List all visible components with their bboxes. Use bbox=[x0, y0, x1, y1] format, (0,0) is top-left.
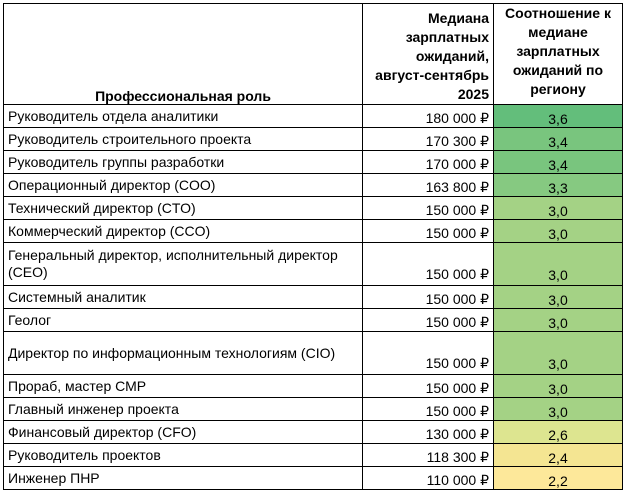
table-row bbox=[4, 467, 623, 490]
ratio-cell: 3,6 bbox=[494, 105, 623, 128]
role-cell: Директор по информационным технологиям (CIO) bbox=[4, 332, 363, 375]
ratio-cell: 3,0 bbox=[494, 197, 623, 220]
median-cell: 150 000 ₽ bbox=[363, 375, 494, 398]
table-row bbox=[4, 309, 623, 332]
median-cell: 150 000 ₽ bbox=[363, 398, 494, 421]
ratio-cell: 3,0 bbox=[494, 243, 623, 286]
table-row bbox=[4, 286, 623, 309]
header-median: Медиана зарплатных ожиданий, август-сентябрь 2025 bbox=[363, 4, 494, 105]
ratio-cell: 3,0 bbox=[494, 332, 623, 375]
ratio-cell: 2,6 bbox=[494, 421, 623, 444]
table-row bbox=[4, 375, 623, 398]
role-cell: Операционный директор (COO) bbox=[4, 174, 363, 197]
role-cell: Системный аналитик bbox=[4, 286, 363, 309]
ratio-cell: 3,3 bbox=[494, 174, 623, 197]
table-row bbox=[4, 398, 623, 421]
median-cell: 118 300 ₽ bbox=[363, 444, 494, 467]
role-cell: Руководитель проектов bbox=[4, 444, 363, 467]
median-cell: 150 000 ₽ bbox=[363, 197, 494, 220]
table-row bbox=[4, 421, 623, 444]
table-row bbox=[4, 444, 623, 467]
salary-table bbox=[3, 3, 623, 490]
ratio-cell: 3,0 bbox=[494, 220, 623, 243]
role-cell: Технический директор (CTO) bbox=[4, 197, 363, 220]
median-cell: 150 000 ₽ bbox=[363, 332, 494, 375]
table-row bbox=[4, 197, 623, 220]
table-row bbox=[4, 174, 623, 197]
ratio-cell: 2,4 bbox=[494, 444, 623, 467]
header-row bbox=[4, 4, 623, 105]
median-cell: 170 300 ₽ bbox=[363, 128, 494, 151]
median-cell: 150 000 ₽ bbox=[363, 309, 494, 332]
ratio-cell: 3,4 bbox=[494, 151, 623, 174]
median-cell: 150 000 ₽ bbox=[363, 220, 494, 243]
header-ratio: Соотношение к медиане зарплатных ожиданий по региону bbox=[494, 4, 623, 105]
role-cell: Коммерческий директор (CCO) bbox=[4, 220, 363, 243]
median-cell: 170 000 ₽ bbox=[363, 151, 494, 174]
role-cell: Геолог bbox=[4, 309, 363, 332]
median-cell: 180 000 ₽ bbox=[363, 105, 494, 128]
ratio-cell: 3,0 bbox=[494, 398, 623, 421]
table-row bbox=[4, 220, 623, 243]
median-cell: 150 000 ₽ bbox=[363, 286, 494, 309]
ratio-cell: 3,0 bbox=[494, 375, 623, 398]
role-cell: Руководитель строительного проекта bbox=[4, 128, 363, 151]
ratio-cell: 2,2 bbox=[494, 467, 623, 490]
role-cell: Финансовый директор (CFO) bbox=[4, 421, 363, 444]
median-cell: 130 000 ₽ bbox=[363, 421, 494, 444]
table-row bbox=[4, 332, 623, 375]
table-row bbox=[4, 128, 623, 151]
ratio-cell: 3,4 bbox=[494, 128, 623, 151]
role-cell: Прораб, мастер СМР bbox=[4, 375, 363, 398]
table-row bbox=[4, 243, 623, 286]
table-row bbox=[4, 151, 623, 174]
median-cell: 163 800 ₽ bbox=[363, 174, 494, 197]
role-cell: Главный инженер проекта bbox=[4, 398, 363, 421]
median-cell: 110 000 ₽ bbox=[363, 467, 494, 490]
role-cell: Генеральный директор, исполнительный директор (CEO) bbox=[4, 243, 363, 286]
ratio-cell: 3,0 bbox=[494, 286, 623, 309]
median-cell: 150 000 ₽ bbox=[363, 243, 494, 286]
role-cell: Руководитель группы разработки bbox=[4, 151, 363, 174]
table-row bbox=[4, 105, 623, 128]
role-cell: Руководитель отдела аналитики bbox=[4, 105, 363, 128]
header-role: Профессиональная роль bbox=[4, 4, 363, 105]
role-cell: Инженер ПНР bbox=[4, 467, 363, 490]
ratio-cell: 3,0 bbox=[494, 309, 623, 332]
